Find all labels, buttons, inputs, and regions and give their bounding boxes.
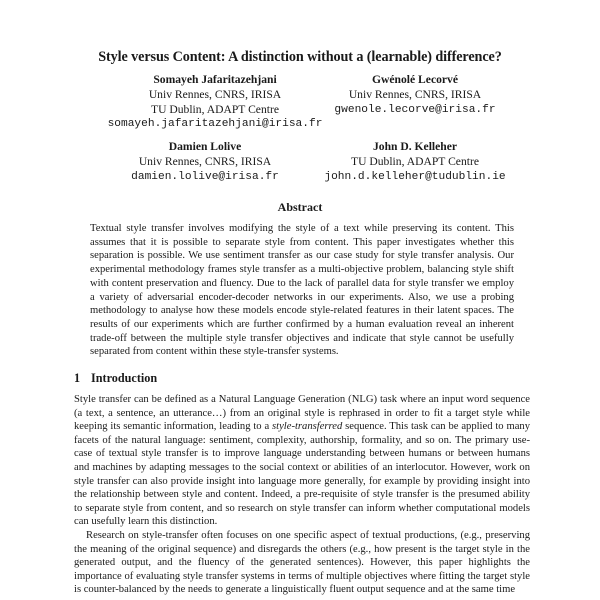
abstract-heading: Abstract xyxy=(277,200,323,214)
author-block-4 xyxy=(285,140,545,184)
author-affiliation: Univ Rennes, CNRS, IRISA xyxy=(148,87,282,101)
section-title: Introduction xyxy=(91,371,158,385)
author-name: John D. Kelleher xyxy=(372,140,458,153)
author-affiliation: TU Dublin, ADAPT Centre xyxy=(151,102,279,116)
section-heading xyxy=(74,371,157,386)
author-affiliation: Univ Rennes, CNRS, IRISA xyxy=(348,87,482,101)
paragraph-text: Style transfer can be defined as a Natural Language Generation (NLG) task where an input word sequence (a text, a sentence, an utterance…) from an original style is rephrased in order to fit a target style while keeping its semantic information, leading to a xyxy=(74,394,530,433)
paragraph-2: Research on style-transfer often focuses on one specific aspect of textual productions, (e.g., preserving the meaning of the original sequence) and disregards the others (e.g., how present is the target style in the generated output, and the fluency of the generated sentences). However, this paper highlights the importance of evaluating style transfer systems in terms of multiple objectives where fitting the target style is counter-balanced by the needs to generate a linguistically fluent output sequence and at the same time xyxy=(74,529,530,596)
author-email: somayeh.jafaritazehjani@irisa.fr xyxy=(107,118,323,131)
author-name: Somayeh Jafaritazehjani xyxy=(153,73,277,86)
author-email: john.d.kelleher@tudublin.ie xyxy=(324,170,506,183)
section-number: 1 xyxy=(74,371,81,385)
author-name: Damien Lolive xyxy=(168,140,242,153)
emphasis-term: style-transferred xyxy=(272,421,343,433)
author-affiliation: TU Dublin, ADAPT Centre xyxy=(351,154,479,168)
author-name: Gwénolé Lecorvé xyxy=(372,73,458,86)
abstract-text: Textual style transfer involves modifying the style of a text while preserving its content. This assumes that it is possible to separate style from content. This paper investigates whether this separation is possible. We use sentiment transfer as our case study for style transfer analysis. Our experimental methodology frames style transfer as a multi-objective problem, balancing style shift with content preservation and fluency. Due to the lack of parallel data for style transfer we employ a variety of adversarial encoder-decoder networks in our experiments. Also, we use a probing methodology to analyse how these models encode style-related features in their latent spaces. The results of our experiments which are further confirmed by a human evaluation reveal an inherent trade-off between the multiple style transfer objectives and indicate that style cannot be usefully separated from content within these style-transfer systems. xyxy=(90,223,514,358)
paragraph-text: sequence. This task can be applied to many facets of the natural language: sentiment, complexity, authorship, formality, and so on. The primary use-case of textual style transfer is to improve language understanding between humans or between humans and machines by adapting messages to the social context or abilities of an interlocutor. However, work on style transfer can also provide insight into language more generally, for example by providing insight into the relationship between style and content. Indeed, a pre-requisite of style transfer is the presumed ability to separate style from content, and so research on style transfer can inform whether computational models can usefully learn this distinction. xyxy=(74,421,530,528)
author-block-2 xyxy=(285,73,545,117)
author-email: gwenole.lecorve@irisa.fr xyxy=(334,103,496,116)
paragraph-1 xyxy=(74,393,530,529)
author-affiliation: Univ Rennes, CNRS, IRISA xyxy=(138,154,272,168)
paper-title: Style versus Content: A distinction without a (learnable) difference? xyxy=(98,49,502,65)
author-email: damien.lolive@irisa.fr xyxy=(131,170,279,183)
introduction-body xyxy=(74,393,530,597)
